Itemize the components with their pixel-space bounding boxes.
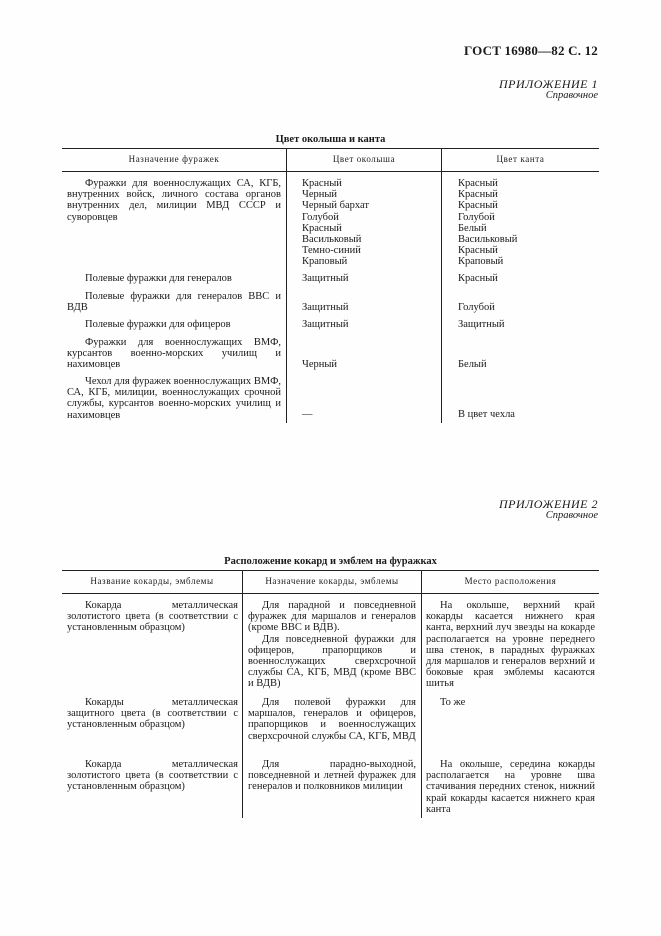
table-2-caption: Расположение кокард и эмблем на фуражках <box>224 556 437 567</box>
table-2-name-cell: Кокарды металлическая защитного цвета (в соответствии с установленным образцом) <box>67 697 238 731</box>
purpose-paragraph: Для повседневной фуражки для офицеров, прапорщиков и военнослужащих сверхсрочной службы СА, КГБ, МВД (кроме ВВС и ВДВ) <box>248 633 416 690</box>
table-1-band-cell: — <box>302 409 313 420</box>
table-2-col-header: Место расположения <box>464 576 557 586</box>
piping-color: Красный <box>458 245 498 257</box>
table-2-purpose-cell: Для полевой фуражки для маршалов, генералов и офицеров, прапорщиков и военнослужащих сверхсрочной службы СА, КГБ, МВД <box>248 697 416 742</box>
piping-color: Голубой <box>458 211 495 223</box>
piping-color: Красный <box>458 189 498 201</box>
table-1-band-cell: Защитный <box>302 302 349 313</box>
table-1-band-cell <box>302 178 437 268</box>
band-color: Васильковый <box>302 233 362 245</box>
table-2-place-cell: То же <box>440 697 466 708</box>
table-1-col-header: Цвет околыша <box>332 154 396 164</box>
table-2-top-rule <box>62 570 599 571</box>
piping-color: Красный <box>458 178 498 189</box>
table-2-purpose-cell: Для парадно-выходной, повседневной и летней фуражек для генералов и полковников милиции <box>248 759 416 793</box>
purpose-paragraph: Для парадной и повседневной фуражек для маршалов и генералов (кроме ВВС и ВДВ). <box>248 600 416 634</box>
table-1-piping-cell: Белый <box>458 359 487 370</box>
table-2-place-cell: На околыше, верхний край кокарды касается нижнего края канта, верхний луч звезды на кокарде располагается на уровне переднего шва стенок, в парадных фуражках для маршалов и генералов верхний и боковые края эмблемы касаются шитья <box>426 600 595 690</box>
table-2-purpose-cell <box>248 600 416 690</box>
table-1-piping-cell: Голубой <box>458 302 495 313</box>
appendix-2-title: ПРИЛОЖЕНИЕ 2 <box>499 497 598 511</box>
band-color: Черный бархат <box>302 200 369 212</box>
appendix-2-subtitle: Справочное <box>545 510 598 521</box>
table-1-purpose-cell: Полевые фуражки для генералов ВВС и ВДВ <box>67 291 281 314</box>
table-1-purpose-cell: Фуражки для военнослужащих ВМФ, курсантов военно-морских училищ и нахимовцев <box>67 337 281 371</box>
table-2-name-cell: Кокарда металлическая золотистого цвета (в соответствии с установленным образцом) <box>67 600 238 634</box>
table-1-purpose-cell: Полевые фуражки для офицеров <box>85 319 231 330</box>
table-2-name-cell: Кокарда металлическая золотистого цвета (в соответствии с установленным образцом) <box>67 759 238 793</box>
appendix-1-subtitle: Справочное <box>545 90 598 101</box>
piping-color: Васильковый <box>458 233 518 245</box>
table-1-purpose-cell: Фуражки для военнослужащих СА, КГБ, внутренних войск, личного состава органов внутренних дел, милиции МВД СССР и суворовцев <box>67 178 281 223</box>
document-header: ГОСТ 16980—82 С. 12 <box>464 43 598 58</box>
piping-color: Белый <box>458 222 487 234</box>
table-1-purpose-cell: Чехол для фуражек военнослужащих ВМФ, СА, КГБ, милиции, военнослужащих срочной службы, курсантов военно-морских училищ и нахимовцев <box>67 376 281 421</box>
table-1-header-rule <box>62 171 599 172</box>
table-1-col-header: Назначение фуражек <box>128 154 220 164</box>
band-color: Черный <box>302 189 338 201</box>
table-2-header-rule <box>62 593 599 594</box>
table-1-band-cell: Защитный <box>302 319 349 330</box>
table-2-col-header: Назначение кокарды, эмблемы <box>265 576 399 586</box>
table-2-col-divider <box>242 570 243 818</box>
table-2-place-cell: На околыше, середина кокарды располагается на уровне шва стачивания передних стенок, нижний край кокарды касается нижнего края канта <box>426 759 595 815</box>
table-1-col-header: Цвет канта <box>496 154 545 164</box>
table-1-top-rule <box>62 148 599 149</box>
table-1-col-divider <box>441 148 442 423</box>
band-color: Красный <box>302 178 342 189</box>
table-1-piping-cell: Защитный <box>458 319 505 330</box>
table-1-band-cell: Защитный <box>302 273 349 284</box>
table-2-col-divider <box>421 570 422 818</box>
table-1-piping-cell: В цвет чехла <box>458 409 515 420</box>
table-1-piping-cell: Красный <box>458 273 498 284</box>
appendix-1-title: ПРИЛОЖЕНИЕ 1 <box>499 77 598 91</box>
piping-color: Краповый <box>458 256 504 268</box>
band-color: Темно-синий <box>302 245 361 257</box>
table-1-band-cell: Черный <box>302 359 338 370</box>
table-2-col-header: Название кокарды, эмблемы <box>90 576 214 586</box>
table-1-piping-cell <box>458 178 593 268</box>
band-color: Краповый <box>302 256 348 268</box>
table-1-purpose-cell: Полевые фуражки для генералов <box>85 273 232 284</box>
band-color: Красный <box>302 222 342 234</box>
table-1-caption: Цвет околыша и канта <box>275 134 386 145</box>
table-1-col-divider <box>286 148 287 423</box>
piping-color: Красный <box>458 200 498 212</box>
band-color: Голубой <box>302 211 339 223</box>
